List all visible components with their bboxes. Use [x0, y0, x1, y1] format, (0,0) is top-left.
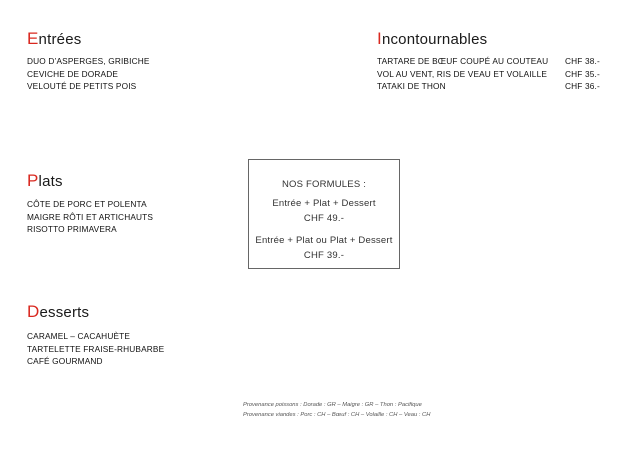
entrees-heading	[27, 30, 81, 49]
formules-title: NOS FORMULES :	[281, 179, 367, 190]
incontournables-heading	[377, 30, 487, 49]
menu-item	[377, 68, 617, 81]
desserts-heading	[27, 303, 89, 322]
plats-heading-initial: P	[27, 171, 39, 190]
menu-item: CEVICHE DE DORADE	[27, 68, 119, 79]
menu-item	[377, 55, 617, 68]
menu-item-price: CHF 38.-	[565, 56, 600, 66]
formule-price: CHF 39.-	[303, 250, 345, 261]
menu-item: TARTELETTE FRAISE-RHUBARBE	[27, 343, 165, 354]
desserts-heading-initial: D	[27, 302, 40, 321]
formule-label: Entrée + Plat + Dessert	[272, 198, 376, 209]
menu-item-price: CHF 36.-	[565, 81, 600, 91]
plats-list	[27, 198, 153, 236]
incontournables-heading-initial: I	[377, 29, 382, 48]
formules-box	[248, 159, 400, 269]
entrees-heading-initial: E	[27, 29, 39, 48]
desserts-heading-rest: esserts	[39, 304, 90, 321]
menu-item: CAFÉ GOURMAND	[27, 356, 103, 366]
menu-item-name: TARTARE DE BŒUF COUPÉ AU COUTEAU	[377, 56, 549, 66]
entrees-list	[27, 55, 150, 93]
plats-heading-rest: lats	[38, 173, 63, 190]
menu-item: CARAMEL – CACAHUÈTE	[27, 331, 131, 341]
provenance-poissons: Provenance poissons : Dorade : GR – Maigre : GR – Thon : Pacifique	[243, 402, 422, 408]
formule-price: CHF 49.-	[303, 213, 345, 224]
plats-heading	[27, 172, 63, 191]
provenance-footer	[243, 400, 430, 420]
menu-item: VELOUTÉ DE PETITS POIS	[27, 81, 137, 91]
menu-item: RISOTTO PRIMAVERA	[27, 224, 117, 234]
menu-item: DUO D’ASPERGES, GRIBICHE	[27, 56, 150, 66]
menu-item-price: CHF 35.-	[565, 68, 600, 79]
menu-item	[377, 80, 617, 93]
provenance-viandes: Provenance viandes : Porc : CH – Bœuf : CH – Volaille : CH – Veau : CH	[243, 412, 431, 418]
formule-label: Entrée + Plat ou Plat + Dessert	[255, 235, 393, 246]
menu-item: MAIGRE RÔTI ET ARTICHAUTS	[27, 211, 154, 222]
desserts-list	[27, 330, 164, 368]
entrees-heading-rest: ntrées	[38, 31, 82, 48]
incontournables-list	[377, 55, 617, 93]
menu-item-name: TATAKI DE THON	[377, 81, 446, 91]
menu-item: CÔTE DE PORC ET POLENTA	[27, 199, 147, 209]
menu-item-name: VOL AU VENT, RIS DE VEAU ET VOLAILLE	[377, 68, 548, 79]
incontournables-heading-rest: ncontournables	[381, 31, 488, 48]
